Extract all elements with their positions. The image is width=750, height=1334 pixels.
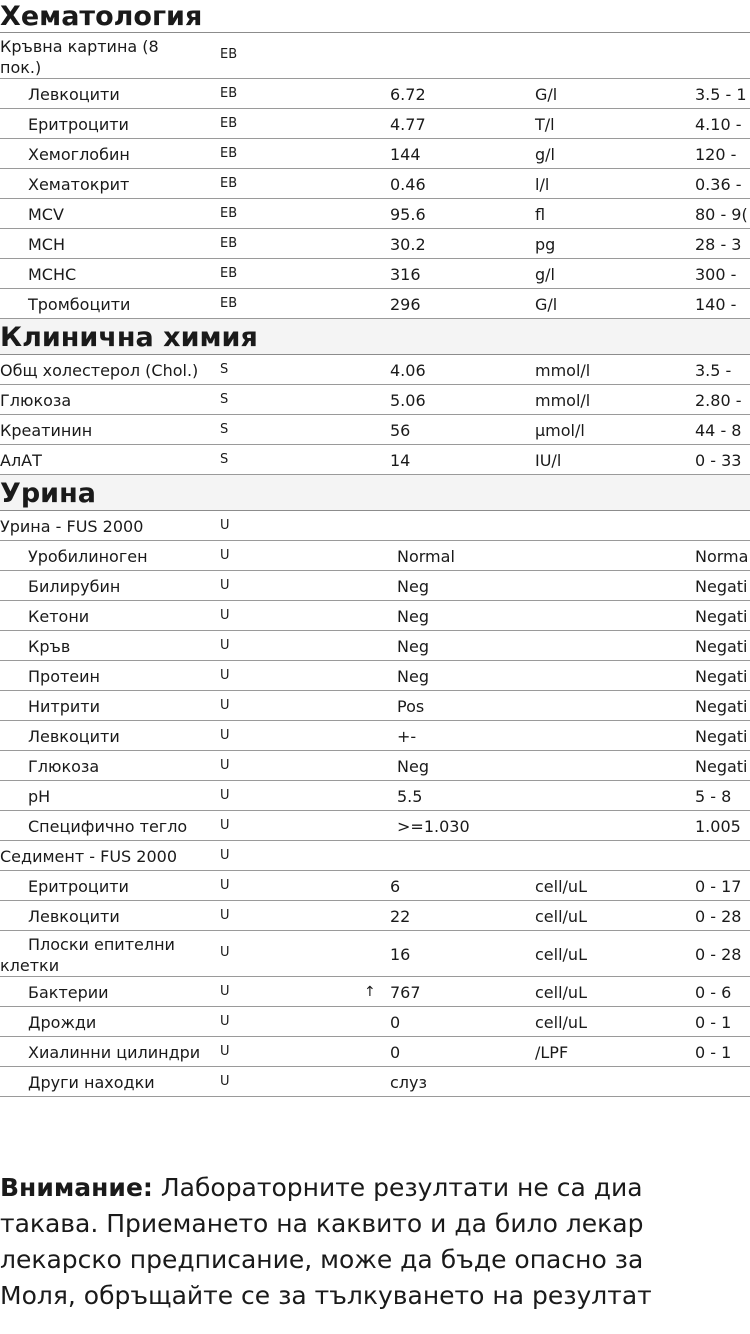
reference-range: 0 - 1 [695, 1043, 732, 1062]
source-code: U [220, 518, 230, 533]
reference-range: 0 - 6 [695, 983, 732, 1002]
reference-range: 3.5 - 1 [695, 85, 747, 104]
table-row [0, 871, 750, 901]
source-code: EB [220, 47, 238, 62]
result-value: 5.06 [390, 391, 426, 410]
urine-fus-rows [0, 541, 750, 841]
test-name: MCHC [28, 265, 77, 284]
source-code: U [220, 638, 230, 653]
hematology-rows [0, 79, 750, 319]
reference-range: Negati [695, 607, 748, 626]
reference-range: 0 - 28 [695, 907, 742, 926]
result-value: 316 [390, 265, 421, 284]
unit: mmol/l [535, 391, 591, 410]
result-value: Neg [397, 637, 429, 656]
table-row [0, 445, 750, 475]
test-name: pH [28, 787, 51, 806]
result-value: Neg [397, 757, 429, 776]
high-flag-icon: ↑ [364, 984, 376, 1000]
unit: cell/uL [535, 877, 587, 896]
source-code: U [220, 548, 230, 563]
source-code: EB [220, 146, 238, 161]
table-row [0, 931, 750, 977]
table-row [0, 355, 750, 385]
reference-range: Negati [695, 757, 748, 776]
source-code: U [220, 668, 230, 683]
unit: cell/uL [535, 1013, 587, 1032]
unit: G/l [535, 295, 558, 314]
test-name: Хиалинни цилиндри [28, 1043, 201, 1062]
table-row [0, 901, 750, 931]
source-code: EB [220, 266, 238, 281]
result-value: Pos [397, 697, 425, 716]
table-row [0, 601, 750, 631]
unit: cell/uL [535, 907, 587, 926]
result-value: слуз [390, 1073, 427, 1092]
test-name: Дрожди [28, 1013, 97, 1032]
test-name: Левкоцити [28, 907, 120, 926]
table-row [0, 199, 750, 229]
source-code: U [220, 1014, 230, 1029]
result-value: 16 [390, 945, 411, 964]
source-code: U [220, 945, 230, 960]
test-name: Протеин [28, 667, 100, 686]
source-code: EB [220, 86, 238, 101]
test-name: Левкоцити [28, 727, 120, 746]
result-value: 0.46 [390, 175, 426, 194]
reference-range: Negati [695, 577, 748, 596]
reference-range: 2.80 - [695, 391, 742, 410]
result-value: 0 [390, 1013, 401, 1032]
result-value: >=1.030 [397, 817, 470, 836]
table-row [0, 631, 750, 661]
test-name: Уробилиноген [28, 547, 148, 566]
unit: /LPF [535, 1043, 569, 1062]
test-name: Общ холестерол (Chol.) [0, 361, 199, 380]
section-header-chemistry [0, 319, 750, 355]
group-row-blood-count [0, 33, 750, 79]
reference-range: 3.5 - [695, 361, 732, 380]
table-row [0, 139, 750, 169]
source-code: S [220, 362, 229, 377]
test-name: Хематокрит [28, 175, 130, 194]
unit: pg [535, 235, 556, 254]
source-code: U [220, 758, 230, 773]
reference-range: Norma [695, 547, 749, 566]
result-value: 296 [390, 295, 421, 314]
section-title-chemistry: Клинична химия [0, 322, 258, 353]
group-name: Урина - FUS 2000 [0, 517, 144, 536]
result-value: 22 [390, 907, 411, 926]
reference-range: 80 - 9( [695, 205, 748, 224]
test-name: Специфично тегло [28, 817, 188, 836]
source-code: EB [220, 206, 238, 221]
group-name-line1: Кръвна картина (8 [0, 37, 159, 56]
source-code: EB [220, 116, 238, 131]
source-code: U [220, 1074, 230, 1089]
table-row [0, 289, 750, 319]
reference-range: 1.005 [695, 817, 741, 836]
result-value: 14 [390, 451, 411, 470]
source-code: U [220, 908, 230, 923]
reference-range: 0 - 1 [695, 1013, 732, 1032]
source-code: S [220, 392, 229, 407]
source-code: U [220, 698, 230, 713]
table-row [0, 661, 750, 691]
table-row [0, 259, 750, 289]
source-code: U [220, 578, 230, 593]
test-name-line2: клетки [0, 956, 60, 975]
result-value: 6 [390, 877, 401, 896]
result-value: Neg [397, 577, 429, 596]
source-code: S [220, 452, 229, 467]
table-row [0, 229, 750, 259]
test-name: Глюкоза [28, 757, 100, 776]
group-name-line2: пок.) [0, 58, 42, 77]
test-name: Други находки [28, 1073, 155, 1092]
source-code: U [220, 728, 230, 743]
table-row [0, 751, 750, 781]
test-name: MCH [28, 235, 66, 254]
result-value: Neg [397, 607, 429, 626]
table-row [0, 781, 750, 811]
disclaimer-label: Внимание: [0, 1173, 153, 1202]
group-name [0, 36, 200, 78]
result-value: 30.2 [390, 235, 426, 254]
source-code: U [220, 608, 230, 623]
table-row [0, 169, 750, 199]
test-name: Левкоцити [28, 85, 120, 104]
reference-range: 0.36 - [695, 175, 742, 194]
test-name: Билирубин [28, 577, 121, 596]
test-name: Хемоглобин [28, 145, 130, 164]
test-name: Глюкоза [0, 391, 72, 410]
reference-range: Negati [695, 697, 748, 716]
result-value: 767 [390, 983, 421, 1002]
test-name: Креатинин [0, 421, 93, 440]
test-name: MCV [28, 205, 64, 224]
table-row [0, 721, 750, 751]
source-code: S [220, 422, 229, 437]
reference-range: 120 - [695, 145, 737, 164]
result-value: +- [397, 727, 417, 746]
table-row [0, 415, 750, 445]
result-value: 4.77 [390, 115, 426, 134]
reference-range: 300 - [695, 265, 737, 284]
source-code: U [220, 848, 230, 863]
reference-range: 0 - 33 [695, 451, 742, 470]
table-row [0, 385, 750, 415]
source-code: U [220, 1044, 230, 1059]
table-row [0, 811, 750, 841]
section-title-hematology: Хематология [0, 0, 750, 33]
unit: l/l [535, 175, 550, 194]
unit: cell/uL [535, 983, 587, 1002]
reference-range: 140 - [695, 295, 737, 314]
table-row [0, 79, 750, 109]
result-value: 0 [390, 1043, 401, 1062]
chemistry-rows [0, 355, 750, 475]
result-value: 95.6 [390, 205, 426, 224]
table-row [0, 109, 750, 139]
table-row [0, 571, 750, 601]
table-row [0, 1037, 750, 1067]
source-code: U [220, 984, 230, 999]
disclaimer-line2: такава. Приемането на каквито и да било лекар [0, 1209, 644, 1238]
unit: IU/l [535, 451, 562, 470]
table-row [0, 977, 750, 1007]
table-row [0, 1007, 750, 1037]
unit: T/l [535, 115, 555, 134]
source-code: U [220, 878, 230, 893]
source-code: EB [220, 296, 238, 311]
test-name: Нитрити [28, 697, 101, 716]
reference-range: Negati [695, 727, 748, 746]
reference-range: 0 - 28 [695, 945, 742, 964]
test-name: Кетони [28, 607, 90, 626]
table-row [0, 691, 750, 721]
reference-range: 0 - 17 [695, 877, 742, 896]
disclaimer-line3: лекарско предписание, може да бъде опасно за [0, 1245, 644, 1274]
test-name [0, 934, 200, 976]
test-name: АлАТ [0, 451, 42, 470]
source-code: U [220, 788, 230, 803]
unit: µmol/l [535, 421, 585, 440]
reference-range: 4.10 - [695, 115, 742, 134]
reference-range: Negati [695, 667, 748, 686]
result-value: 144 [390, 145, 421, 164]
result-value: 4.06 [390, 361, 426, 380]
test-name-line1: Плоски епителни [28, 935, 175, 954]
unit: G/l [535, 85, 558, 104]
reference-range: Negati [695, 637, 748, 656]
result-value: 6.72 [390, 85, 426, 104]
group-row-urine-fus [0, 511, 750, 541]
section-title-urine: Урина [0, 478, 96, 509]
disclaimer-line1: Лабораторните резултати не са диа [160, 1173, 643, 1202]
test-name: Еритроцити [28, 115, 129, 134]
group-name: Седимент - FUS 2000 [0, 847, 177, 866]
unit: g/l [535, 145, 555, 164]
group-row-sediment [0, 841, 750, 871]
result-value: 56 [390, 421, 411, 440]
unit: cell/uL [535, 945, 587, 964]
unit: mmol/l [535, 361, 591, 380]
source-code: U [220, 818, 230, 833]
reference-range: 44 - 8 [695, 421, 742, 440]
section-header-urine [0, 475, 750, 511]
test-name: Бактерии [28, 983, 109, 1002]
result-value: Neg [397, 667, 429, 686]
unit: fl [535, 205, 546, 224]
disclaimer [0, 1170, 750, 1314]
reference-range: 5 - 8 [695, 787, 732, 806]
sediment-rows [0, 871, 750, 1097]
unit: g/l [535, 265, 555, 284]
table-row [0, 1067, 750, 1097]
test-name: Кръв [28, 637, 71, 656]
disclaimer-line4: Моля, обръщайте се за тълкуването на резултат [0, 1281, 652, 1310]
test-name: Тромбоцити [28, 295, 131, 314]
reference-range: 28 - 3 [695, 235, 742, 254]
result-value: 5.5 [397, 787, 423, 806]
result-value: Normal [397, 547, 455, 566]
source-code: EB [220, 236, 238, 251]
test-name: Еритроцити [28, 877, 129, 896]
source-code: EB [220, 176, 238, 191]
table-row [0, 541, 750, 571]
